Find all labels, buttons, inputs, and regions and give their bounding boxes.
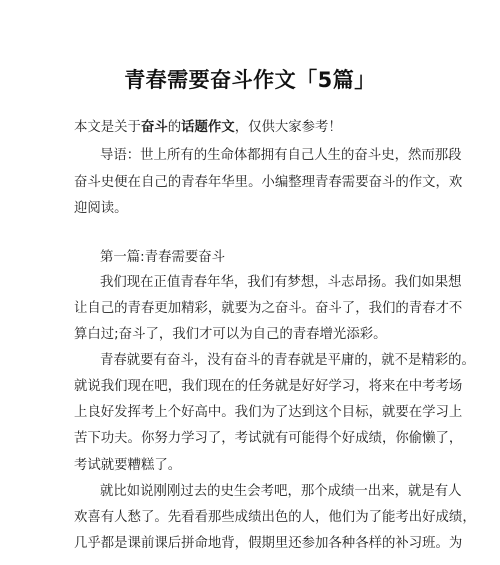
para2-line-3: 上良好发挥考上个好高中。我们为了达到这个目标，就要在学习上 bbox=[74, 405, 463, 420]
guide-line-2: 奋斗史便在自己的青春年华里。小编整理青春需要奋斗的作文，欢 bbox=[74, 175, 463, 190]
para1-line-3: 算白过;奋斗了，我们才可以为自己的青春增光添彩。 bbox=[74, 327, 387, 342]
intro-suffix: ，仅供大家参考！ bbox=[234, 120, 342, 135]
intro-mid: 的 bbox=[167, 120, 182, 135]
intro-line bbox=[74, 118, 434, 138]
guide-line-3: 迎阅读。 bbox=[74, 201, 128, 216]
para2-line-4: 苦下功夫。你努力学习了，考试就有可能得个好成绩，你偷懒了， bbox=[74, 431, 463, 446]
intro-bold-topic: 话题作文 bbox=[181, 120, 235, 135]
para2-line-1: 青春就要有奋斗，没有奋斗的青春就是平庸的，就不是精彩的。 bbox=[100, 353, 475, 368]
para1-line-2: 让自己的青春更加精彩，就要为之奋斗。奋斗了，我们的青春才不 bbox=[74, 301, 463, 316]
para3-line-2: 欢喜有人愁了。先看看那些成绩出色的人，他们为了能考出好成绩， bbox=[74, 510, 476, 525]
intro-bold-keyword: 奋斗 bbox=[140, 120, 168, 135]
para1-line-1: 我们现在正值青春年华，我们有梦想，斗志昂扬。我们如果想 bbox=[100, 275, 462, 290]
section-heading: 第一篇:青春需要奋斗 bbox=[100, 250, 226, 265]
guide-line-1: 导语：世上所有的生命体都拥有自己人生的奋斗史，然而那段 bbox=[100, 148, 462, 163]
para2-line-2: 就说我们现在吧，我们现在的任务就是好好学习，将来在中考考场 bbox=[74, 379, 463, 394]
page-title: 青春需要奋斗作文「5篇」 bbox=[124, 68, 376, 92]
para3-line-1: 就比如说刚刚过去的史生会考吧，那个成绩一出来，就是有人 bbox=[100, 484, 462, 499]
para2-line-5: 考试就要糟糕了。 bbox=[74, 458, 182, 473]
para3-line-3: 几乎都是课前课后拼命地背，假期里还参加各种各样的补习班。为 bbox=[74, 536, 463, 551]
intro-prefix: 本文是关于 bbox=[74, 120, 141, 135]
